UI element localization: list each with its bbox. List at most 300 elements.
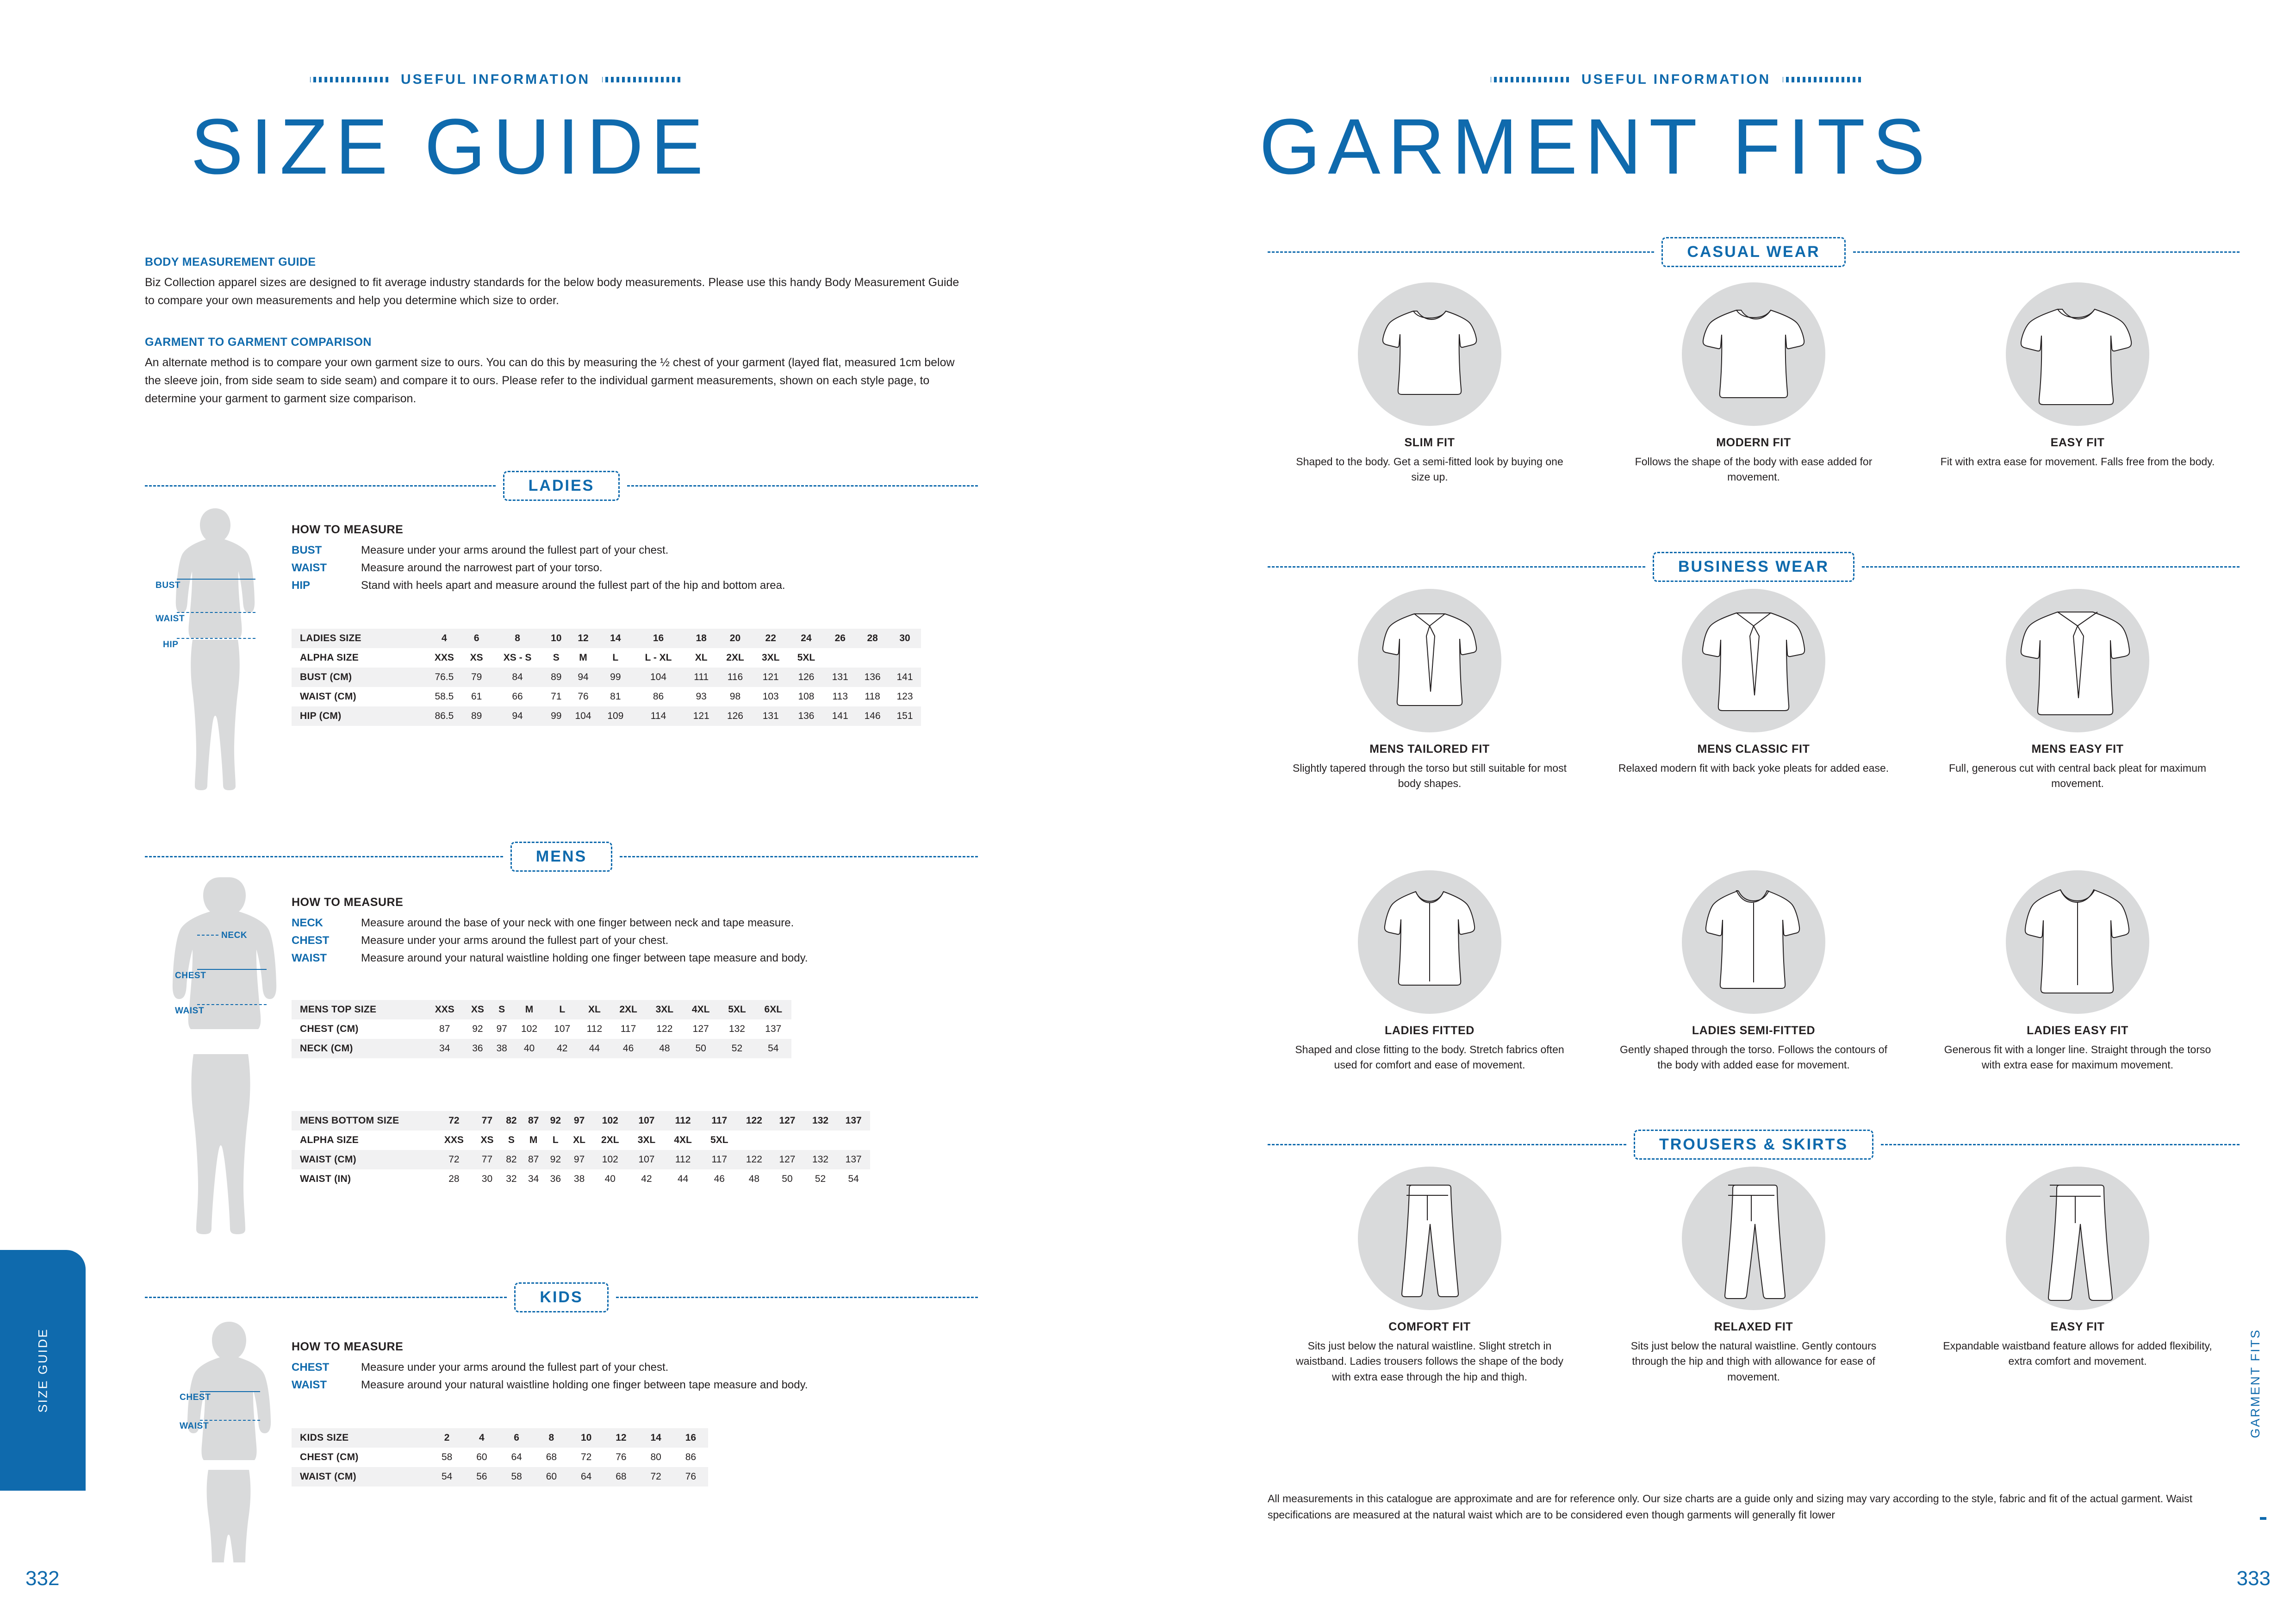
mens-waist-guide (197, 1004, 267, 1005)
kids-measure-chest (292, 1359, 977, 1376)
cell: XL (588, 1004, 601, 1015)
cell: 60 (476, 1452, 487, 1462)
cell: 132 (812, 1154, 829, 1165)
cell: 111 (694, 672, 709, 682)
mens-top-size-table (292, 1000, 791, 1058)
cell: 87 (528, 1154, 539, 1165)
cell: 104 (650, 672, 667, 682)
cell: 5XL (710, 1135, 728, 1145)
dashed-rule (1268, 251, 1654, 253)
cell: 6XL (764, 1004, 783, 1015)
cell: 136 (864, 672, 881, 682)
cell: 18 (696, 633, 707, 643)
left-eyebrow-row (310, 72, 681, 87)
mens-measure-chest (292, 932, 977, 949)
cell: 6 (473, 633, 479, 643)
shirt-easy-icon (2006, 589, 2149, 732)
cell: 14 (650, 1432, 661, 1443)
measure-value: Measure under your arms around the fullest part of your chest. (361, 1361, 669, 1374)
fit-card-title: SLIM FIT (1404, 436, 1455, 449)
cell: 10 (551, 633, 562, 643)
cell: 16 (653, 633, 664, 643)
body-measurement-guide-heading: BODY MEASUREMENT GUIDE (145, 256, 316, 269)
cell: 117 (711, 1115, 728, 1126)
mens-measure-waist (292, 950, 977, 967)
fit-card-relaxed-fit (1592, 1167, 1916, 1385)
cell: 86 (685, 1452, 697, 1462)
mens-how-to-title: HOW TO MEASURE (292, 896, 404, 909)
shirt-classic-icon (1682, 589, 1825, 732)
fit-card-title: LADIES FITTED (1385, 1024, 1475, 1037)
shirt-tailored-icon (1358, 589, 1501, 732)
fit-card-trousers-easy-fit (1916, 1167, 2240, 1385)
kids-silhouette-icon (171, 1317, 287, 1562)
cell: 141 (832, 711, 848, 721)
ladies-waist-guide (177, 612, 255, 613)
cell: 86.5 (435, 711, 454, 721)
blouse-fitted-glyph (1358, 870, 1501, 1014)
cell: 42 (641, 1174, 652, 1184)
cell: 102 (602, 1154, 618, 1165)
cell (738, 1131, 771, 1150)
fit-card-desc: Fit with extra ease for movement. Falls free from the body. (1940, 456, 2215, 468)
cell: 54 (768, 1043, 779, 1054)
business-wear-ladies-grid (1268, 870, 2240, 1073)
cell (771, 1131, 804, 1150)
cell: 30 (481, 1174, 493, 1184)
banner-mens-label: MENS (510, 842, 612, 872)
cell: 99 (551, 711, 562, 721)
blouse-semifitted-glyph (1682, 870, 1825, 1014)
cell: XS (480, 1135, 494, 1145)
blouse-easy-icon (2006, 870, 2149, 1014)
cell: S (498, 1004, 505, 1015)
cell: 3XL (655, 1004, 674, 1015)
mens-bottom-size-table (292, 1111, 870, 1189)
measure-value: Measure around your natural waistline holding one finger between tape measure and body. (361, 952, 808, 964)
fit-card-title: EASY FIT (2050, 436, 2105, 449)
fit-card-title: LADIES EASY FIT (2027, 1024, 2128, 1037)
trousers-skirts-fit-grid (1268, 1167, 2240, 1385)
fit-card-mens-easy-fit (1916, 589, 2240, 792)
row-label: BUST (CM) (300, 672, 352, 682)
cell: 80 (650, 1452, 661, 1462)
ladies-body-figure (153, 505, 278, 792)
cell: 76 (616, 1452, 627, 1462)
body-measurement-guide-block (145, 256, 978, 310)
cell: 107 (638, 1154, 655, 1165)
cell: 102 (521, 1024, 538, 1034)
measure-value: Measure under your arms around the fullest part of your chest. (361, 544, 669, 556)
fit-card-slim-fit (1268, 282, 1592, 485)
cell: 107 (554, 1024, 571, 1034)
fit-card-title: LADIES SEMI-FITTED (1692, 1024, 1816, 1037)
cell: 151 (896, 711, 913, 721)
kids-measure-waist (292, 1377, 977, 1393)
cell: L (559, 1004, 566, 1015)
page-number-left: 332 (25, 1567, 60, 1590)
table-row (292, 629, 921, 648)
measure-value: Measure around the base of your neck with one finger between neck and tape measure. (361, 917, 794, 929)
measure-key: CHEST (292, 934, 330, 947)
cell: 117 (711, 1154, 728, 1165)
row-label: CHEST (CM) (300, 1452, 359, 1462)
table-row (292, 1428, 708, 1448)
mens-how-to-measure (292, 896, 977, 968)
cell: 46 (714, 1174, 725, 1184)
cell: 116 (727, 672, 743, 682)
fit-card-title: MENS TAILORED FIT (1369, 743, 1490, 756)
table-row (292, 706, 921, 726)
fit-card-title: EASY FIT (2050, 1320, 2105, 1333)
fit-card-title: MENS CLASSIC FIT (1697, 743, 1810, 756)
cell: 127 (692, 1024, 709, 1034)
dotted-rule-left (1491, 77, 1569, 82)
fit-card-comfort-fit (1268, 1167, 1592, 1385)
fit-card-mens-classic-fit (1592, 589, 1916, 792)
row-label: WAIST (CM) (300, 1154, 356, 1165)
ladies-how-to-measure (292, 523, 977, 595)
cell: 40 (523, 1043, 535, 1054)
cell: 94 (578, 672, 589, 682)
trousers-comfort-glyph (1358, 1167, 1501, 1310)
cell: 56 (476, 1471, 487, 1482)
cell: 97 (573, 1154, 585, 1165)
dotted-rule-right (1783, 77, 1861, 82)
cell: 77 (481, 1115, 493, 1126)
cell: 104 (575, 711, 591, 721)
cell: 20 (729, 633, 741, 643)
shirt-easy-glyph (2006, 589, 2149, 732)
dashed-rule (1268, 1144, 1626, 1145)
left-eyebrow-label: USEFUL INFORMATION (401, 72, 591, 87)
table-row (292, 1467, 708, 1487)
tshirt-slim-icon (1358, 282, 1501, 426)
trousers-relaxed-glyph (1682, 1167, 1825, 1310)
cell: 36 (550, 1174, 561, 1184)
cell: 112 (675, 1115, 691, 1126)
ladies-label-waist: WAIST (156, 614, 185, 624)
cell: 4XL (691, 1004, 710, 1015)
right-page (1148, 0, 2296, 1624)
cell: L (612, 652, 619, 663)
fit-card-title: COMFORT FIT (1388, 1320, 1471, 1333)
cell: 8 (548, 1432, 554, 1443)
cell: XXS (435, 1004, 454, 1015)
cell: 32 (506, 1174, 517, 1184)
kids-body-figure (171, 1317, 287, 1562)
cell: 50 (695, 1043, 706, 1054)
cell: 3XL (761, 652, 780, 663)
fit-card-desc: Slightly tapered through the torso but still suitable for most body shapes. (1293, 762, 1567, 790)
cell (856, 648, 889, 668)
measure-key: WAIST (292, 952, 327, 964)
cell: 81 (610, 691, 621, 702)
kids-how-to-title: HOW TO MEASURE (292, 1340, 404, 1353)
cell: 77 (481, 1154, 493, 1165)
cell: 48 (748, 1174, 760, 1184)
right-page-title: GARMENT FITS (1259, 103, 1933, 191)
row-label: MENS BOTTOM SIZE (300, 1115, 399, 1126)
table-row (292, 668, 921, 687)
ladies-label-bust: BUST (156, 581, 181, 590)
cell: M (525, 1004, 534, 1015)
cell: 10 (580, 1432, 592, 1443)
cell: 131 (762, 711, 779, 721)
cell: 40 (604, 1174, 616, 1184)
dashed-rule (627, 485, 978, 487)
table-row (292, 1039, 791, 1058)
blouse-easy-glyph (2006, 870, 2149, 1014)
garment-comparison-heading: GARMENT TO GARMENT COMPARISON (145, 336, 372, 349)
dashed-rule (620, 856, 978, 857)
mens-chest-guide (197, 969, 267, 970)
cell: 12 (578, 633, 589, 643)
tshirt-easy-icon (2006, 282, 2149, 426)
dotted-rule-bottom-right (2260, 1485, 2266, 1555)
dashed-rule (1853, 251, 2240, 253)
cell: 112 (675, 1154, 691, 1165)
cell: 54 (848, 1174, 859, 1184)
mens-body-figure (153, 873, 287, 1271)
cell: 58 (441, 1452, 453, 1462)
dashed-rule (145, 485, 496, 487)
fit-card-desc: Shaped to the body. Get a semi-fitted look by buying one size up. (1296, 456, 1563, 483)
mens-neck-guide (197, 935, 218, 936)
table-row (292, 1019, 791, 1039)
measure-value: Measure under your arms around the fullest part of your chest. (361, 934, 669, 947)
cell: 36 (472, 1043, 483, 1054)
cell: 24 (801, 633, 812, 643)
measure-value: Measure around your natural waistline holding one finger between tape measure and body. (361, 1379, 808, 1391)
banner-kids-label: KIDS (514, 1282, 608, 1312)
fit-card-desc: Generous fit with a longer line. Straight through the torso with extra ease for maximum movement. (1944, 1043, 2211, 1071)
cell: 141 (896, 672, 913, 682)
cell: 132 (728, 1024, 745, 1034)
cell: 64 (511, 1452, 522, 1462)
cell: 68 (616, 1471, 627, 1482)
tshirt-modern-glyph (1682, 282, 1825, 426)
cell: 92 (550, 1115, 561, 1126)
measure-key: HIP (292, 579, 311, 592)
table-row (292, 687, 921, 706)
cell: 84 (512, 672, 523, 682)
fit-card-desc: Sits just below the natural waistline. Slight stretch in waistband. Ladies trousers follows the shape of the body with extra ease through the hip and thigh. (1296, 1340, 1563, 1383)
cell (837, 1131, 870, 1150)
cell: 54 (441, 1471, 453, 1482)
row-label: NECK (CM) (300, 1043, 353, 1054)
cell: 4 (442, 633, 447, 643)
cell: 60 (546, 1471, 557, 1482)
cell: 122 (746, 1115, 762, 1126)
cell: 97 (573, 1115, 585, 1126)
banner-mens (145, 842, 978, 872)
cell: 38 (573, 1174, 585, 1184)
cell: 94 (512, 711, 523, 721)
cell (889, 648, 921, 668)
banner-kids (145, 1282, 978, 1312)
body-measurement-guide-text: Biz Collection apparel sizes are designed to fit average industry standards for the below body measurements. Please use this handy Body Measurement Guide to compare your own measurements and help you determine which size to order. (145, 276, 959, 307)
cell: 122 (656, 1024, 673, 1034)
fit-card-title: RELAXED FIT (1714, 1320, 1793, 1333)
cell: 28 (448, 1174, 460, 1184)
row-label: WAIST (CM) (300, 1471, 356, 1482)
cell: 34 (528, 1174, 539, 1184)
cell: 99 (610, 672, 621, 682)
mens-label-neck: NECK (221, 931, 248, 940)
banner-trousers-skirts-label: TROUSERS & SKIRTS (1634, 1130, 1873, 1160)
dashed-rule (1881, 1144, 2240, 1145)
table-row (292, 1448, 708, 1467)
cell: 76 (578, 691, 589, 702)
row-label: HIP (CM) (300, 711, 342, 721)
banner-business-wear-label: BUSINESS WEAR (1653, 552, 1854, 582)
cell: L - XL (645, 652, 672, 663)
cell: 118 (865, 691, 880, 702)
cell: 68 (546, 1452, 557, 1462)
table-row (292, 1000, 791, 1019)
cell: 121 (693, 711, 709, 721)
table-row (292, 1111, 870, 1131)
dotted-rule-right (602, 77, 681, 82)
cell: 44 (589, 1043, 600, 1054)
ladies-label-hip: HIP (163, 640, 179, 650)
measure-key: BUST (292, 544, 322, 556)
cell: 87 (439, 1024, 450, 1034)
mens-silhouette-icon (153, 873, 287, 1271)
cell: 2XL (619, 1004, 637, 1015)
right-eyebrow-label: USEFUL INFORMATION (1581, 72, 1771, 87)
cell: 8 (515, 633, 520, 643)
cell: 121 (762, 672, 779, 682)
cell: 2XL (601, 1135, 619, 1145)
cell: 86 (653, 691, 664, 702)
cell (804, 1131, 837, 1150)
row-label: CHEST (CM) (300, 1024, 359, 1034)
cell: 87 (528, 1115, 539, 1126)
tshirt-modern-icon (1682, 282, 1825, 426)
dashed-rule (145, 856, 503, 857)
left-page-title: SIZE GUIDE (191, 103, 711, 191)
banner-casual-wear-row (1268, 237, 2240, 267)
cell: 44 (677, 1174, 689, 1184)
banner-casual-wear-label: CASUAL WEAR (1661, 237, 1845, 267)
cell (824, 648, 856, 668)
shirt-classic-glyph (1682, 589, 1825, 732)
cell: 127 (779, 1115, 796, 1126)
row-label: MENS TOP SIZE (300, 1004, 377, 1015)
cell: 113 (832, 691, 848, 702)
sidebar-tab-size-guide[interactable] (0, 1250, 86, 1491)
cell: 6 (514, 1432, 519, 1443)
cell: 58.5 (435, 691, 454, 702)
cell: 2 (444, 1432, 450, 1443)
fit-card-desc: Full, generous cut with central back pleat for maximum movement. (1948, 762, 2207, 790)
trousers-easy-icon (2006, 1167, 2149, 1310)
kids-size-table (292, 1428, 708, 1487)
fit-card-desc: Follows the shape of the body with ease added for movement. (1635, 456, 1873, 483)
cell: 58 (511, 1471, 522, 1482)
cell: 82 (506, 1115, 517, 1126)
cell: 34 (439, 1043, 450, 1054)
cell: 127 (779, 1154, 796, 1165)
right-eyebrow-row (1491, 72, 1861, 87)
fit-card-modern-fit (1592, 282, 1916, 485)
garment-comparison-block (145, 336, 978, 407)
cell: 12 (616, 1432, 627, 1443)
kids-how-to-measure (292, 1340, 977, 1394)
cell: 61 (471, 691, 482, 702)
measure-key: WAIST (292, 1379, 327, 1391)
fit-card-ladies-easy-fit (1916, 870, 2240, 1073)
mens-label-waist: WAIST (175, 1006, 205, 1016)
fit-card-ladies-fitted (1268, 870, 1592, 1073)
cell: 66 (512, 691, 523, 702)
tshirt-easy-glyph (2006, 282, 2149, 426)
cell: 117 (620, 1024, 636, 1034)
sidebar-label-garment-fits: GARMENT FITS (2248, 1329, 2262, 1438)
cell: S (508, 1135, 515, 1145)
dashed-rule (145, 1297, 507, 1298)
cell: 79 (471, 672, 482, 682)
cell: 126 (727, 711, 743, 721)
ladies-bust-guide (177, 579, 255, 580)
cell: 123 (896, 691, 913, 702)
cell: S (553, 652, 560, 663)
measure-value: Measure around the narrowest part of your torso. (361, 562, 603, 574)
shirt-tailored-glyph (1358, 589, 1501, 732)
mens-measure-neck (292, 915, 977, 931)
dashed-rule (1268, 566, 1645, 568)
cell: 146 (864, 711, 881, 721)
fit-card-desc: Expandable waistband feature allows for added flexibility, extra comfort and movement. (1943, 1340, 2212, 1368)
cell: 112 (586, 1024, 603, 1034)
cell: 76 (685, 1471, 697, 1482)
measure-key: CHEST (292, 1361, 330, 1374)
banner-ladies (145, 471, 978, 501)
row-label: LADIES SIZE (300, 633, 361, 643)
fit-card-title: MODERN FIT (1716, 436, 1791, 449)
cell: 72 (580, 1452, 592, 1462)
cell: 46 (622, 1043, 634, 1054)
page-number-right: 333 (2236, 1567, 2271, 1590)
fit-card-desc: Relaxed modern fit with back yoke pleats for added ease. (1618, 762, 1889, 774)
table-row (292, 1150, 870, 1169)
fit-card-easy-fit (1916, 282, 2240, 485)
fit-card-desc: Gently shaped through the torso. Follows the contours of the body with added ease for movement. (1620, 1043, 1887, 1071)
measure-value: Stand with heels apart and measure around the fullest part of the hip and bottom area. (361, 579, 785, 592)
dashed-rule (1862, 566, 2240, 568)
dashed-rule (616, 1297, 978, 1298)
cell: 52 (731, 1043, 743, 1054)
cell: 30 (899, 633, 910, 643)
kids-waist-guide (200, 1420, 260, 1421)
cell: 28 (867, 633, 878, 643)
cell: 98 (729, 691, 741, 702)
fit-card-desc: Shaped and close fitting to the body. Stretch fabrics often used for comfort and ease of movement. (1295, 1043, 1564, 1071)
ladies-how-to-title: HOW TO MEASURE (292, 523, 404, 536)
cell: 97 (496, 1024, 507, 1034)
cell: 71 (551, 691, 562, 702)
fit-card-ladies-semi-fitted (1592, 870, 1916, 1073)
mens-label-chest: CHEST (175, 971, 206, 981)
sidebar-tab-label: SIZE GUIDE (36, 1328, 50, 1413)
row-label: WAIST (IN) (300, 1174, 351, 1184)
cell: XXS (444, 1135, 464, 1145)
cell: 64 (580, 1471, 592, 1482)
cell: L (552, 1135, 559, 1145)
cell: 2XL (726, 652, 744, 663)
